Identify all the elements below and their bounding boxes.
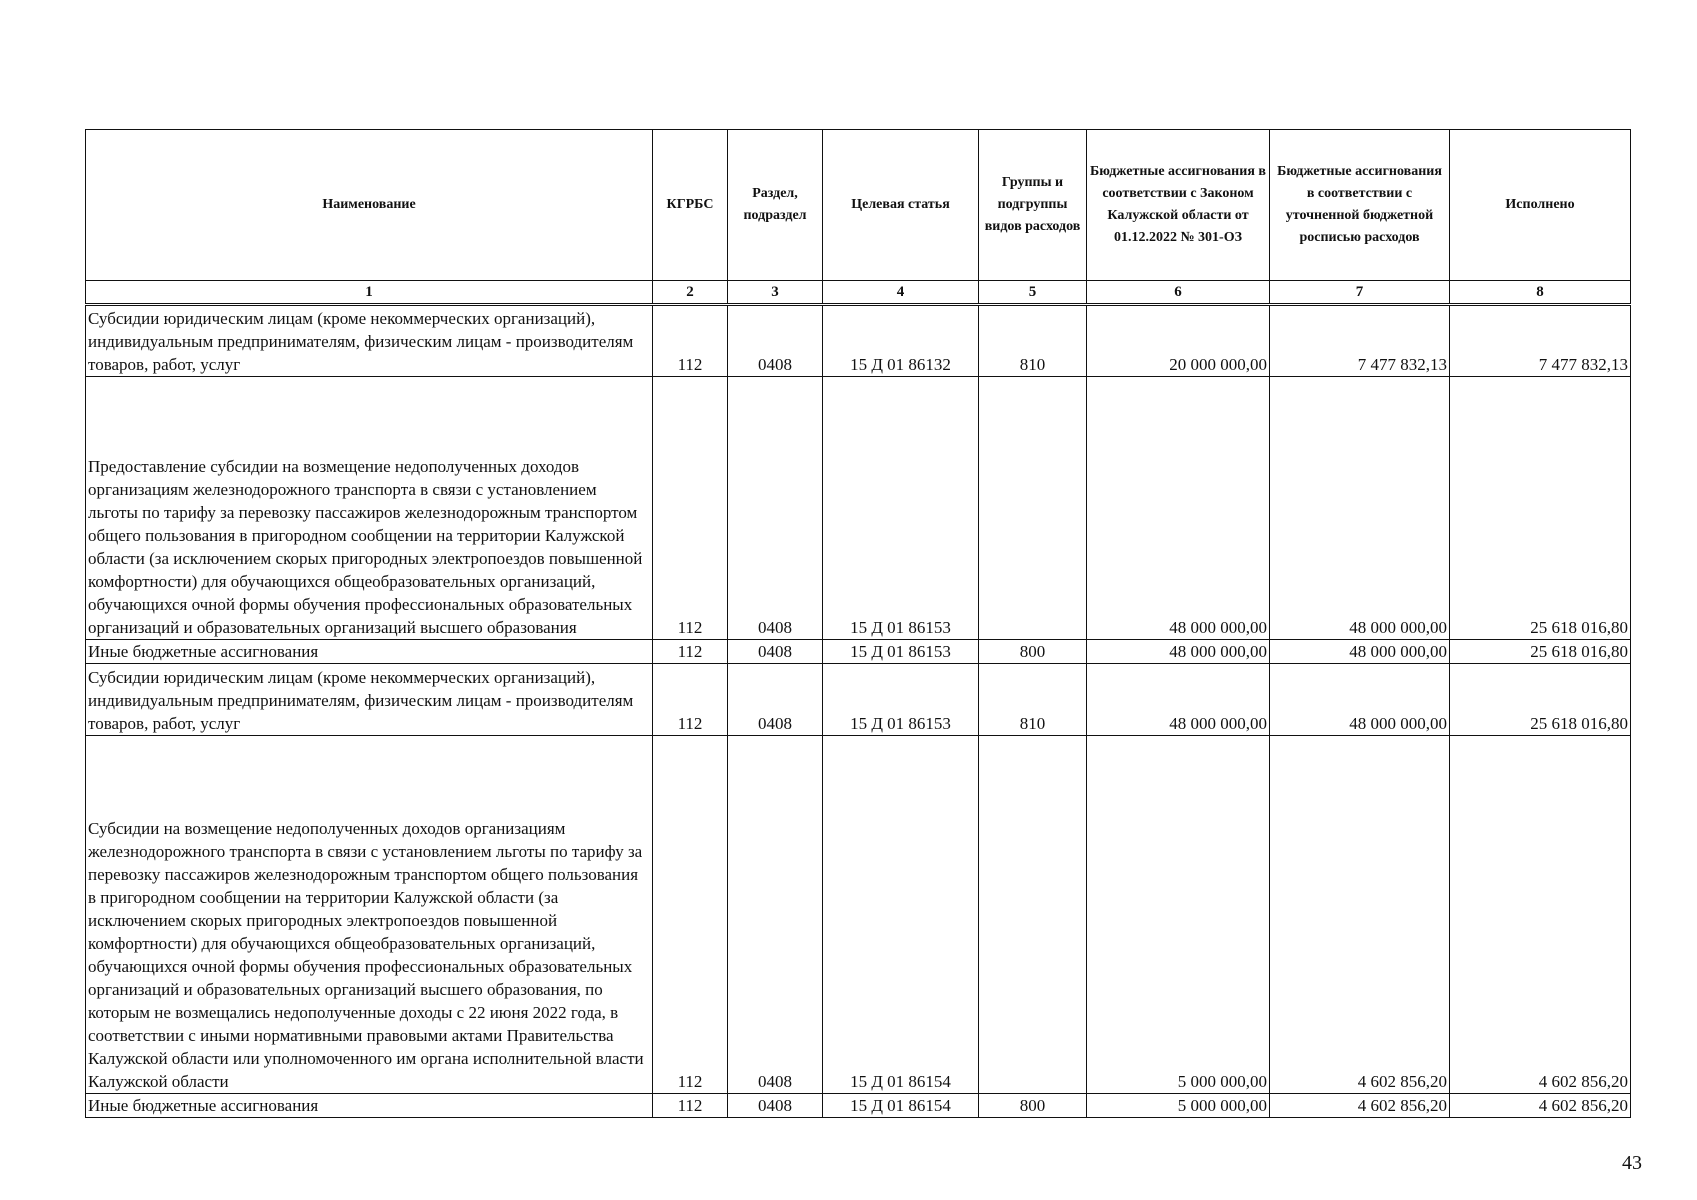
column-number: 5 [979, 281, 1087, 305]
table-row [86, 377, 1631, 640]
column-number: 4 [823, 281, 979, 305]
column-number: 8 [1450, 281, 1631, 305]
row-kgrbs: 112 [653, 305, 728, 377]
row-target: 15 Д 01 86153 [823, 664, 979, 736]
row-section: 0408 [728, 736, 823, 1094]
column-number: 6 [1087, 281, 1270, 305]
column-number: 2 [653, 281, 728, 305]
row-law-amount: 5 000 000,00 [1087, 1094, 1270, 1118]
row-name: Субсидии на возмещение недополученных доходов организациям железнодорожного транспорта в связи с установлением льготы по тарифу за перевозку пассажиров железнодорожным транспортом общего пользования в пригородном сообщении на территории Калужской области (за исключением скорых пригородных электропоездов повышенной комфортности) для обучающихся общеобразовательных организаций, обучающихся очной формы обучения профессиональных образовательных организаций и образовательных организаций высшего образования, по которым не возмещались недополученные доходы с 22 июня 2022 года, в соответствии с иными нормативными правовыми актами Правительства Калужской области или уполномоченного им органа исполнительной власти Калужской области [86, 736, 653, 1094]
column-number: 7 [1270, 281, 1450, 305]
header-name: Наименование [86, 130, 653, 281]
table-row [86, 305, 1631, 377]
table-row [86, 1094, 1631, 1118]
table-row [86, 736, 1631, 1094]
row-section: 0408 [728, 640, 823, 664]
row-kgrbs: 112 [653, 664, 728, 736]
row-kgrbs: 112 [653, 1094, 728, 1118]
row-section: 0408 [728, 377, 823, 640]
budget-table [85, 129, 1631, 1118]
row-law-amount: 48 000 000,00 [1087, 377, 1270, 640]
row-section: 0408 [728, 1094, 823, 1118]
row-kgrbs: 112 [653, 736, 728, 1094]
row-law-amount: 20 000 000,00 [1087, 305, 1270, 377]
row-name: Иные бюджетные ассигнования [86, 640, 653, 664]
row-refined-amount: 7 477 832,13 [1270, 305, 1450, 377]
row-group [979, 377, 1087, 640]
header-kgrbs: КГРБС [653, 130, 728, 281]
row-executed-amount: 25 618 016,80 [1450, 640, 1631, 664]
row-name: Предоставление субсидии на возмещение недополученных доходов организациям железнодорожного транспорта в связи с установлением льготы по тарифу за перевозку пассажиров железнодорожным транспортом общего пользования в пригородном сообщении на территории Калужской области (за исключением скорых пригородных электропоездов повышенной комфортности) для обучающихся общеобразовательных организаций, обучающихся очной формы обучения профессиональных образовательных организаций и образовательных организаций высшего образования [86, 377, 653, 640]
row-executed-amount: 4 602 856,20 [1450, 1094, 1631, 1118]
row-target: 15 Д 01 86153 [823, 640, 979, 664]
row-executed-amount: 4 602 856,20 [1450, 736, 1631, 1094]
row-refined-amount: 48 000 000,00 [1270, 377, 1450, 640]
row-target: 15 Д 01 86153 [823, 377, 979, 640]
row-executed-amount: 25 618 016,80 [1450, 377, 1631, 640]
row-law-amount: 48 000 000,00 [1087, 640, 1270, 664]
row-kgrbs: 112 [653, 377, 728, 640]
row-refined-amount: 48 000 000,00 [1270, 664, 1450, 736]
row-group: 810 [979, 305, 1087, 377]
row-executed-amount: 25 618 016,80 [1450, 664, 1631, 736]
column-number: 1 [86, 281, 653, 305]
header-target: Целевая статья [823, 130, 979, 281]
row-name: Субсидии юридическим лицам (кроме некоммерческих организаций), индивидуальным предпринимателям, физическим лицам - производителям товаров, работ, услуг [86, 305, 653, 377]
row-executed-amount: 7 477 832,13 [1450, 305, 1631, 377]
header-law-budget: Бюджетные ассигнования в соответствии с Законом Калужской области от 01.12.2022 № 301-ОЗ [1087, 130, 1270, 281]
row-target: 15 Д 01 86154 [823, 736, 979, 1094]
row-kgrbs: 112 [653, 640, 728, 664]
header-row [86, 130, 1631, 281]
column-number-row [86, 281, 1631, 305]
row-group: 800 [979, 640, 1087, 664]
table-row [86, 664, 1631, 736]
row-refined-amount: 4 602 856,20 [1270, 736, 1450, 1094]
row-group: 800 [979, 1094, 1087, 1118]
header-refined-budget: Бюджетные ассигнования в соответствии с уточненной бюджетной росписью расходов [1270, 130, 1450, 281]
row-refined-amount: 48 000 000,00 [1270, 640, 1450, 664]
row-law-amount: 5 000 000,00 [1087, 736, 1270, 1094]
row-section: 0408 [728, 664, 823, 736]
row-law-amount: 48 000 000,00 [1087, 664, 1270, 736]
row-group: 810 [979, 664, 1087, 736]
row-target: 15 Д 01 86132 [823, 305, 979, 377]
row-section: 0408 [728, 305, 823, 377]
header-section: Раздел, подраздел [728, 130, 823, 281]
row-name: Субсидии юридическим лицам (кроме некоммерческих организаций), индивидуальным предпринимателям, физическим лицам - производителям товаров, работ, услуг [86, 664, 653, 736]
row-target: 15 Д 01 86154 [823, 1094, 979, 1118]
header-executed: Исполнено [1450, 130, 1631, 281]
row-group [979, 736, 1087, 1094]
column-number: 3 [728, 281, 823, 305]
table-row [86, 640, 1631, 664]
page-number: 43 [1622, 1152, 1642, 1174]
row-name: Иные бюджетные ассигнования [86, 1094, 653, 1118]
row-refined-amount: 4 602 856,20 [1270, 1094, 1450, 1118]
header-groups: Группы и подгруппы видов расходов [979, 130, 1087, 281]
